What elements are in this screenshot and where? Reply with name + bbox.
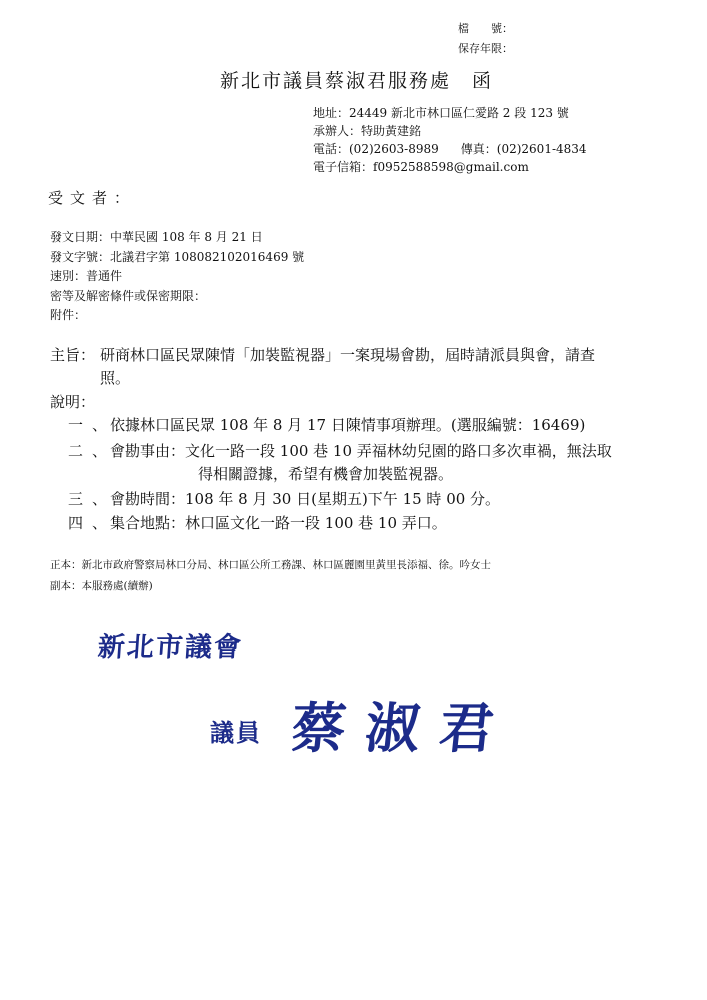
explanation-item-continuation: 得相關證據，希望有機會加裝監視器。 xyxy=(198,465,454,483)
distribution-copy: 副本：本服務處(續辦) xyxy=(50,580,153,592)
subject-label: 主旨： xyxy=(50,346,96,364)
item-number: 四、 xyxy=(68,514,117,532)
explanation-label: 說明： xyxy=(50,393,96,411)
document-number: 發文字號：北議君字第 108082102016469 號 xyxy=(50,249,305,264)
address: 地址：24449 新北市林口區仁愛路 2 段 123 號 xyxy=(313,106,569,120)
explanation-item-text: 集合地點：林口區文化一路一段 100 巷 10 弄口。 xyxy=(110,514,447,532)
subject-line-2: 照。 xyxy=(100,369,131,387)
recipient-label: 受文者： xyxy=(48,189,137,207)
phone-fax-row xyxy=(313,140,587,158)
secrecy-level: 密等及解密條件或保密期限： xyxy=(50,288,207,303)
document-title: 新北市議員蔡淑君服務處 函 xyxy=(220,70,494,92)
file-number-label: 檔 號： xyxy=(458,22,513,35)
item-number: 一、 xyxy=(68,416,117,434)
councilor-name-stamp: 蔡淑君 xyxy=(288,696,517,760)
councilor-title-stamp: 議員 xyxy=(210,718,262,747)
phone: 電話：(02)2603-8989 xyxy=(313,142,439,156)
explanation-item-text: 依據林口區民眾 108 年 8 月 17 日陳情事項辦理。(選服編號：16469) xyxy=(110,416,586,434)
handler: 承辦人：特助黃建銘 xyxy=(313,124,422,138)
document-meta xyxy=(50,228,304,326)
item-number: 二、 xyxy=(68,442,117,460)
email: 電子信箱：f0952588598@gmail.com xyxy=(313,160,529,174)
contact-block xyxy=(313,104,587,176)
explanation-item-text: 會勘時間：108 年 8 月 30 日(星期五)下午 15 時 00 分。 xyxy=(110,490,501,508)
explanation-item-text: 會勘事由：文化一路一段 100 巷 10 弄福林幼兒園的路口多次車禍，無法取 xyxy=(110,442,612,460)
delivery-speed: 速別：普通件 xyxy=(50,269,123,283)
council-stamp: 新北市議會 xyxy=(96,632,244,663)
distribution-main: 正本：新北市政府警察局林口分局、林口區公所工務課、林口區麗園里黃里長添福、徐。吟女士 xyxy=(50,559,491,571)
attachment: 附件： xyxy=(50,308,87,322)
subject-line-1: 研商林口區民眾陳情「加裝監視器」一案現場會勘，屆時請派員與會，請查 xyxy=(100,346,596,364)
fax: 傳真：(02)2601-4834 xyxy=(460,142,587,156)
issue-date: 發文日期：中華民國 108 年 8 月 21 日 xyxy=(50,230,263,244)
retention-label: 保存年限： xyxy=(458,42,513,55)
item-number: 三、 xyxy=(68,490,117,508)
